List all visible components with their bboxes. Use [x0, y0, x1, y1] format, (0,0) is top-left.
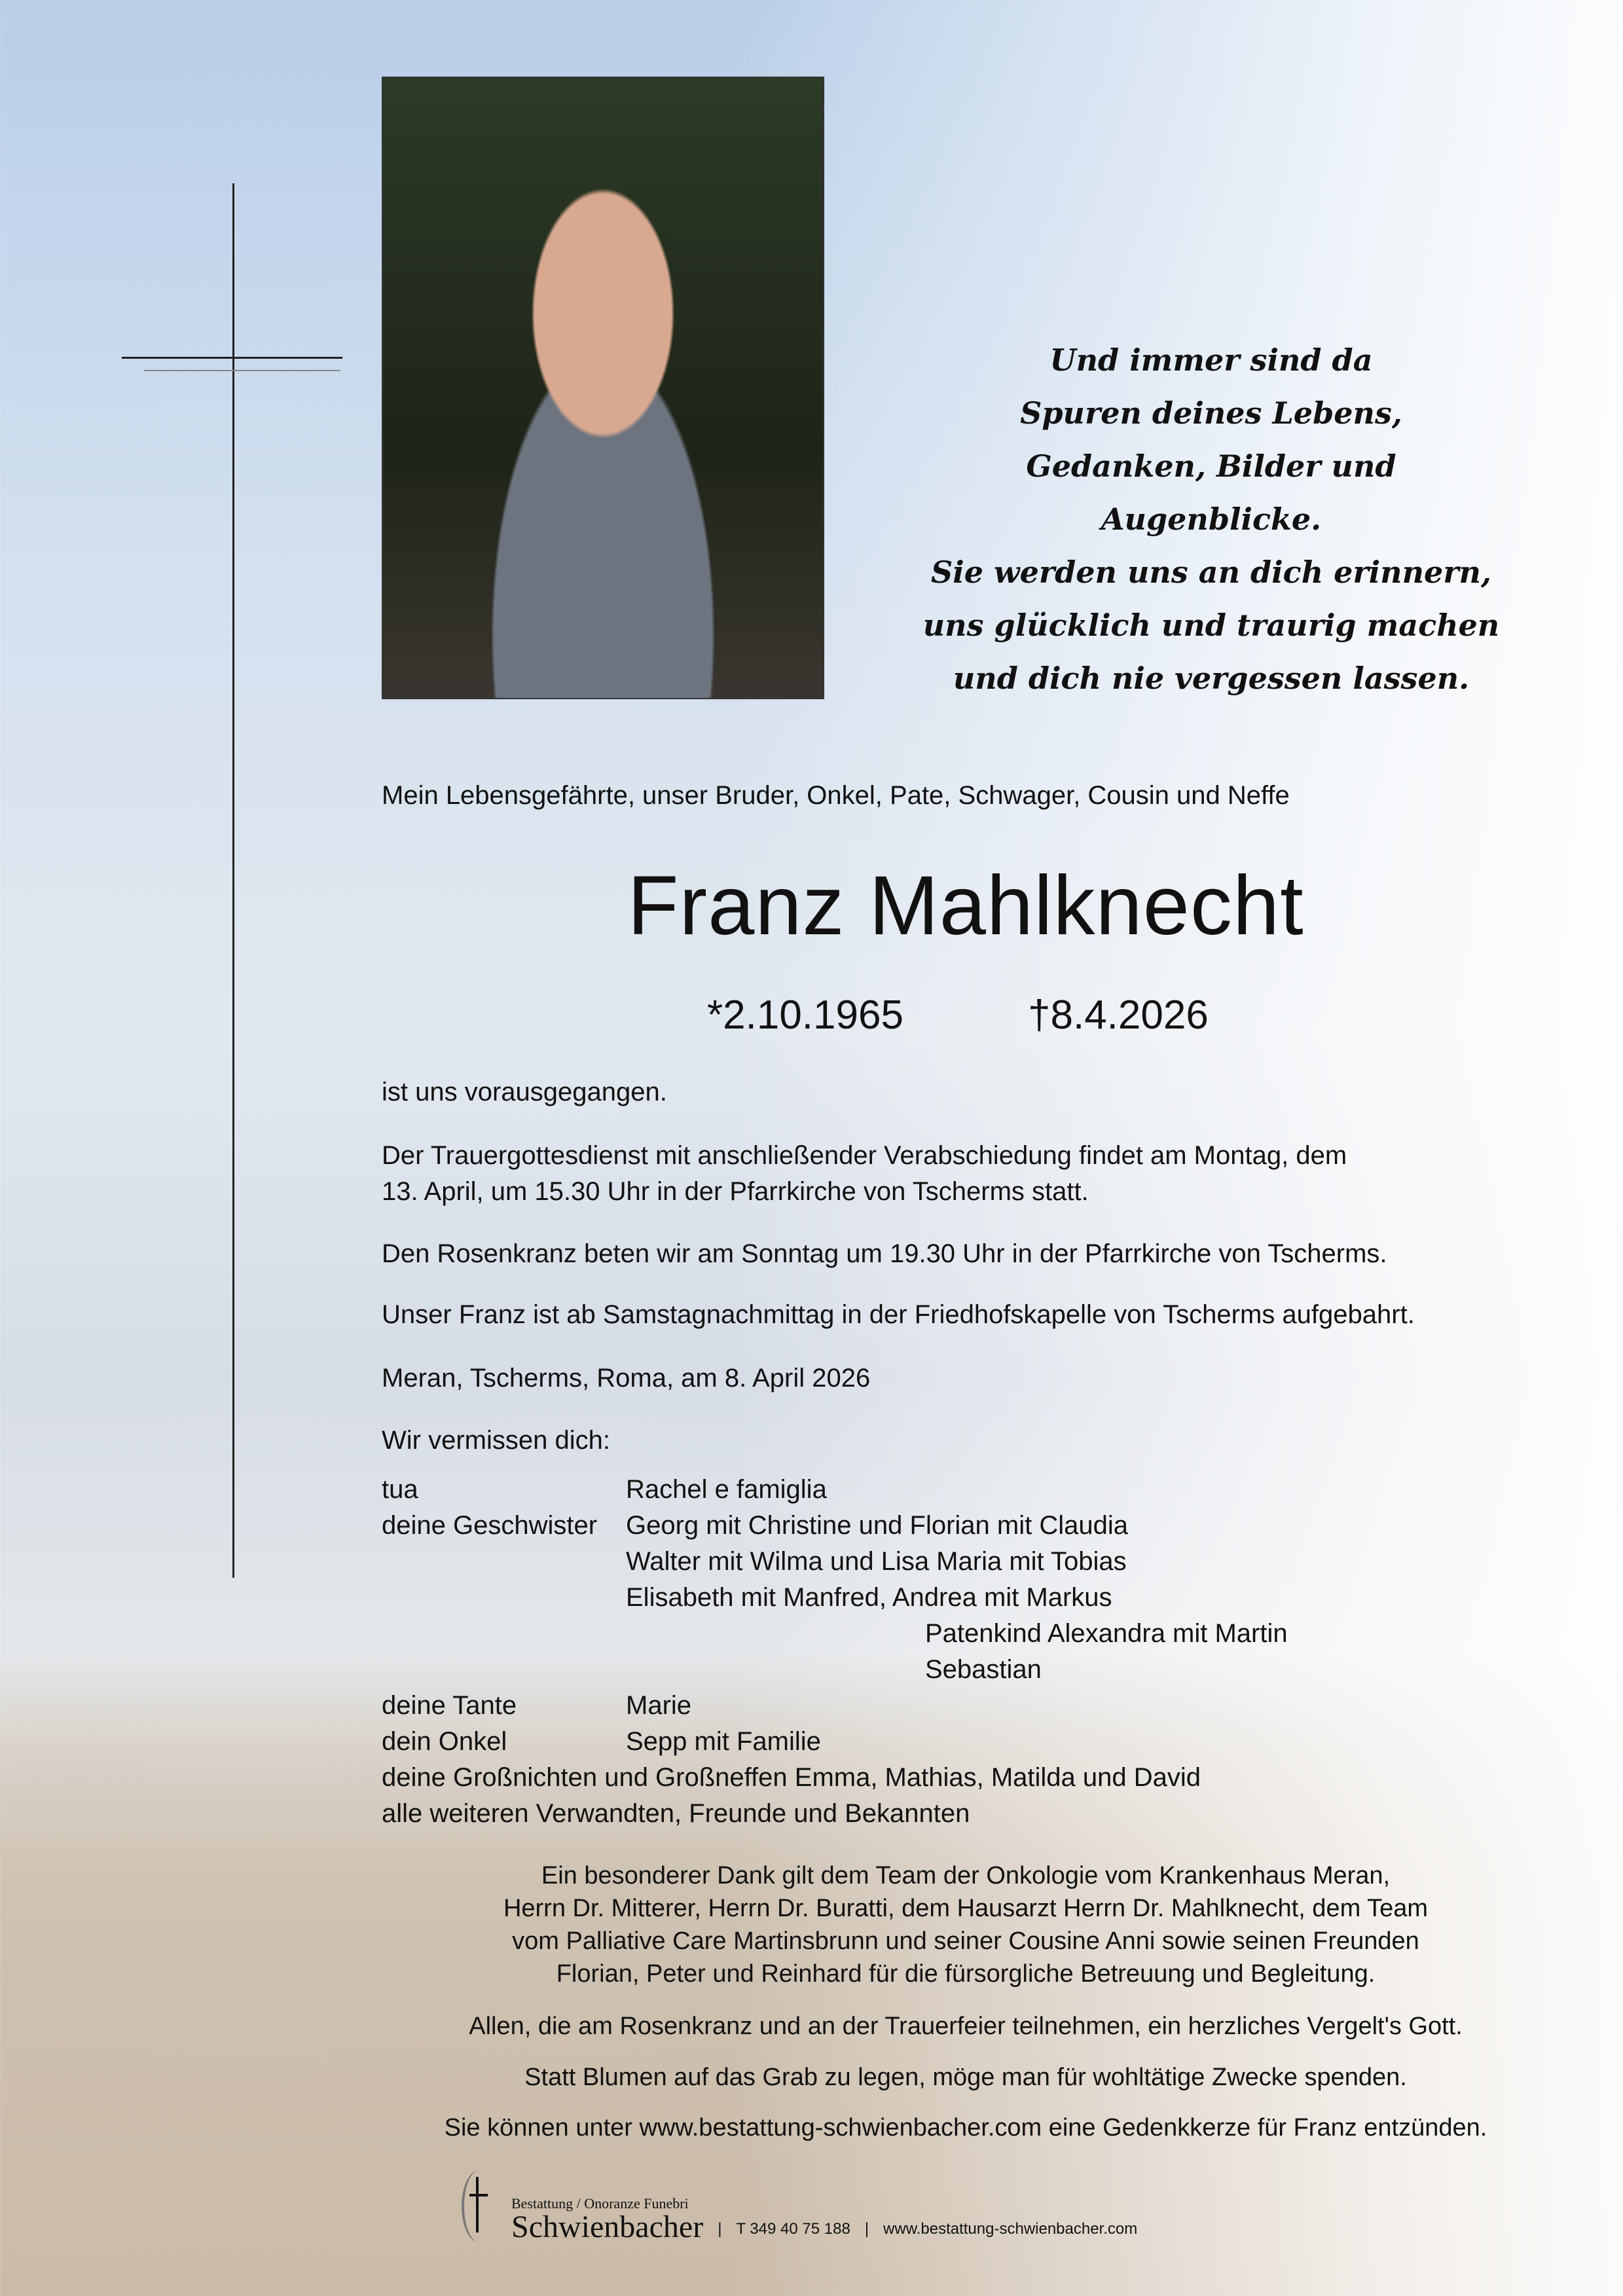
mourner-label: deine Geschwister: [382, 1511, 598, 1540]
poem-line: und dich nie vergessen lassen.: [953, 661, 1470, 696]
poem: [917, 334, 1506, 705]
website-link[interactable]: www.bestattung-schwienbacher.com: [883, 2220, 1138, 2238]
thanks-line: Florian, Peter und Reinhard für die fürsorgliche Betreuung und Begleitung.: [556, 1960, 1376, 1988]
mourner-names: alle weiteren Verwandten, Freunde und Bekannten: [382, 1799, 970, 1828]
mourner-names: Elisabeth mit Manfred, Andrea mit Markus: [626, 1583, 1112, 1612]
poem-line: Und immer sind da: [1049, 342, 1373, 378]
portrait-photo: [382, 77, 824, 699]
brand-subtitle: Bestattung / Onoranze Funebri: [511, 2195, 689, 2212]
poem-line: uns glücklich und traurig machen: [922, 608, 1500, 643]
body-text: 13. April, um 15.30 Uhr in der Pfarrkirche von Tscherms statt.: [382, 1177, 1089, 1206]
body-text: Den Rosenkranz beten wir am Sonntag um 19.30 Uhr in der Pfarrkirche von Tscherms.: [382, 1239, 1387, 1268]
separator: |: [864, 2220, 869, 2238]
thanks-line: Herrn Dr. Mitterer, Herrn Dr. Buratti, dem Hausarzt Herrn Dr. Mahlknecht, dem Team: [503, 1895, 1429, 1922]
note-text: Sie können unter www.bestattung-schwienbacher.com eine Gedenkkerze für Franz entzünden.: [444, 2114, 1487, 2141]
place-date: Meran, Tscherms, Roma, am 8. April 2026: [382, 1364, 871, 1393]
cross-icon-horizontal: [122, 357, 342, 359]
mourner-names: Sebastian: [925, 1655, 1042, 1684]
mourner-label: dein Onkel: [382, 1727, 507, 1756]
mourner-names: Sepp mit Familie: [626, 1727, 821, 1756]
mourner-names: Marie: [626, 1691, 692, 1720]
footer: [462, 2170, 1137, 2242]
mourner-label: deine Tante: [382, 1691, 517, 1720]
intro-text: Mein Lebensgefährte, unser Bruder, Onkel, Pate, Schwager, Cousin und Neffe: [382, 781, 1290, 810]
body-text: Unser Franz ist ab Samstagnachmittag in der Friedhofskapelle von Tscherms aufgebahrt.: [382, 1300, 1415, 1329]
mourner-names: Georg mit Christine und Florian mit Claudia: [626, 1511, 1128, 1540]
thanks-text: [308, 1859, 1623, 1990]
mourner-label: tua: [382, 1475, 418, 1504]
thanks-line: vom Palliative Care Martinsbrunn und seiner Cousine Anni sowie seinen Freunden: [512, 1927, 1419, 1955]
cross-logo-icon: [462, 2170, 497, 2242]
mourner-names: deine Großnichten und Großneffen Emma, Mathias, Matilda und David: [382, 1763, 1201, 1792]
body-text: Der Trauergottesdienst mit anschließender Verabschiedung findet am Montag, dem: [382, 1141, 1347, 1170]
thanks-line: Ein besonderer Dank gilt dem Team der Onkologie vom Krankenhaus Meran,: [541, 1862, 1391, 1889]
poem-line: Spuren deines Lebens,: [1020, 395, 1402, 431]
poem-line: Gedanken, Bilder und Augenblicke.: [1026, 448, 1396, 537]
mourner-names: Walter mit Wilma und Lisa Maria mit Tobias: [626, 1547, 1127, 1576]
separator: |: [718, 2220, 722, 2238]
body-text: Wir vermissen dich:: [382, 1426, 610, 1455]
brand-name: Schwienbacher: [511, 2210, 704, 2244]
phone: T 349 40 75 188: [736, 2220, 850, 2238]
note-text: Allen, die am Rosenkranz und an der Trauerfeier teilnehmen, ein herzliches Vergelt's Gott.: [469, 2013, 1463, 2040]
birth-date: *2.10.1965: [707, 993, 903, 1038]
cross-icon-shadow: [144, 370, 340, 371]
mourner-names: Patenkind Alexandra mit Martin: [925, 1619, 1288, 1648]
mourner-names: Rachel e famiglia: [626, 1475, 827, 1504]
deceased-name: Franz Mahlknecht: [627, 859, 1304, 953]
poem-line: Sie werden uns an dich erinnern,: [931, 555, 1491, 590]
body-text: ist uns vorausgegangen.: [382, 1078, 667, 1106]
death-date: †8.4.2026: [1028, 993, 1209, 1038]
note-text: Statt Blumen auf das Grab zu legen, möge man für wohltätige Zwecke spenden.: [524, 2064, 1407, 2091]
brand: [511, 2195, 703, 2242]
